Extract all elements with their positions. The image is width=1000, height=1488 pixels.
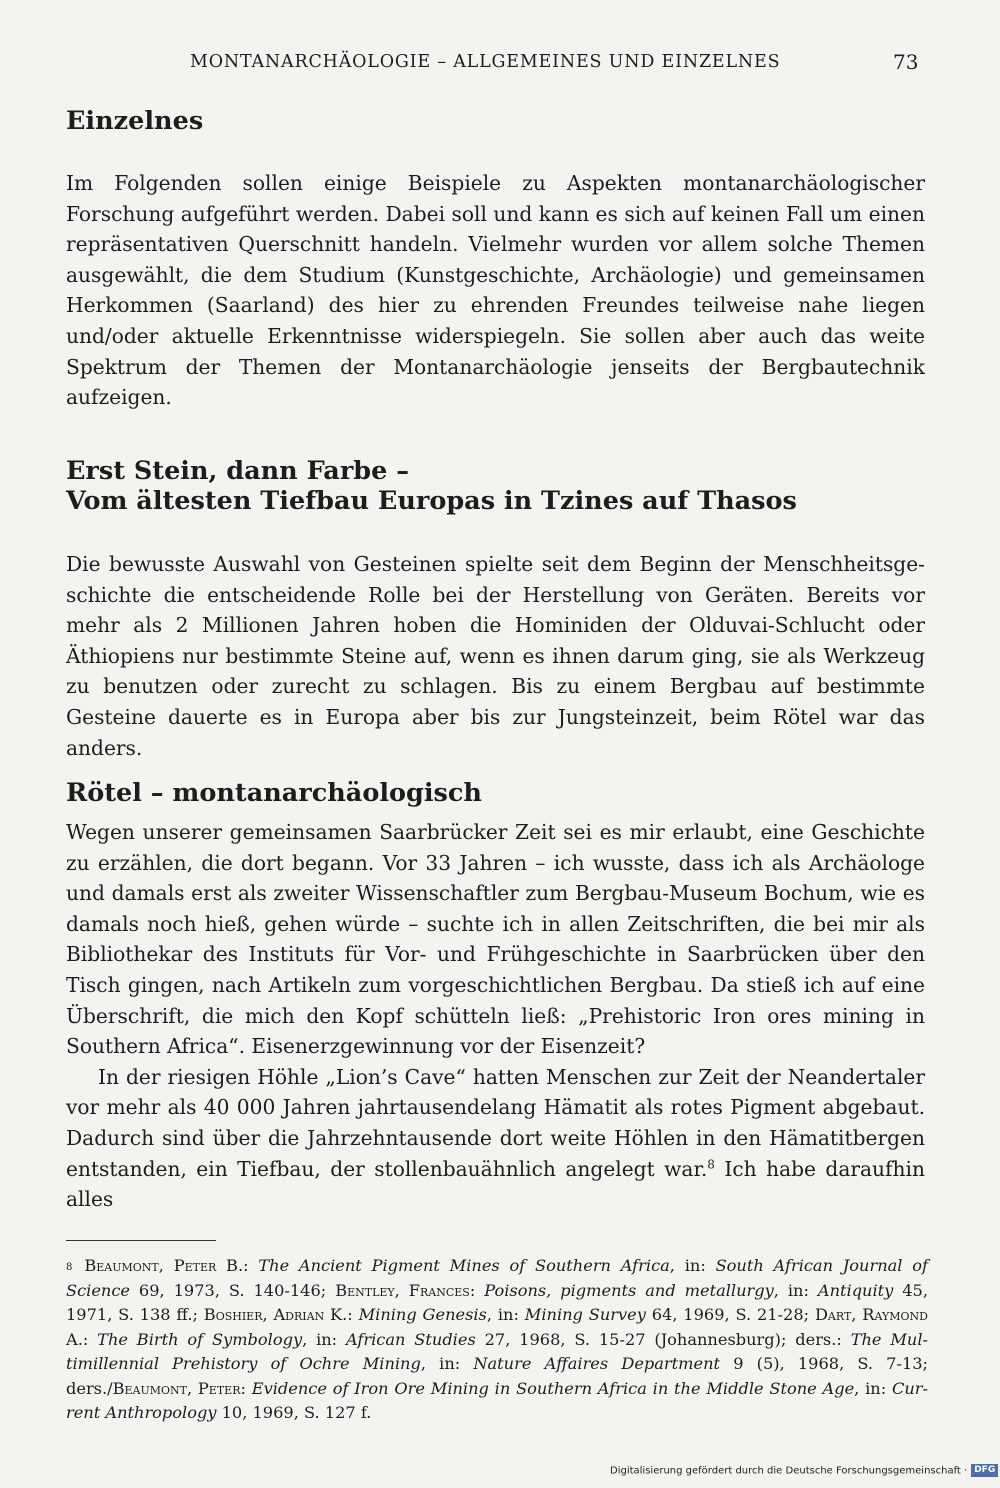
digitization-notice-text: Digitalisierung gefördert durch die Deutsche Forschungsgemeinschaft · [610, 1465, 968, 1477]
footnote-text: : [82, 1329, 98, 1349]
footnote-text: 27, 1968, S. 15-27 (Johannesburg); ders.: [475, 1329, 851, 1349]
footnote-text: , in: [420, 1354, 474, 1373]
section-heading-einzelnes: Einzelnes [66, 106, 204, 136]
footnote [66, 1254, 928, 1426]
footnote-text: , in: [854, 1378, 892, 1398]
footnote-author: Boshier, Adrian K. [203, 1305, 348, 1324]
footnote-author: Beaumont, Peter B. [84, 1256, 244, 1275]
running-head: MONTANARCHÄOLOGIE – ALLGEMEINES UND EINZELNES [190, 52, 781, 72]
footnote-text: , in: [773, 1280, 818, 1300]
footnote-text: : [243, 1256, 259, 1275]
footnote-title: South African Journal of Science [66, 1256, 928, 1300]
paragraph: Die bewusste Auswahl von Gesteinen spielte seit dem Beginn der Menschheitsgeschichte die entscheidende Rolle bei der Herstellung von Geräten. Bereits vor mehr als 2 Millionen Jahren hoben die Hominiden der Olduvai-Schlucht oder Äthiopiens nur bestimmte Steine auf, wenn es ihnen darum ging, sie als Werkzeug zu benutzen oder zurecht zu schlagen. Bis zu einem Bergbau auf bestimmte Gesteine dauerte es in Europa aber bis zur Jungsteinzeit, beim Rötel war das anders. [66, 552, 925, 760]
digitization-notice [610, 1464, 996, 1482]
footnote-author: Dart, Raymond A. [66, 1305, 928, 1349]
paragraph: Wegen unserer gemeinsamen Saarbrücker Zeit sei es mir erlaubt, eine Geschichte zu erzählen, die dort begann. Vor 33 Jahren – ich wusste, dass ich als Archäologe und damals erst als zweiter Wissenschaftler zum Bergbau-Museum Bochum, wie es damals noch hieß, gehen würde – suchte ich in allen Zeitschriften, die bei mir als Bibliothekar des Instituts für Vor- und Frühgeschichte in Saarbrücken über den Tisch gingen, nach Artikeln zum vorgeschichtlichen Bergbau. Da stieß ich auf eine Überschrift, die mich den Kopf schütteln ließ: „Prehistoric Iron ores mining in Southern Africa“. Eisenerzgewinnung vor der Eisenzeit? [66, 820, 925, 1059]
footnote-text: : [240, 1378, 252, 1398]
footnote-text: , in: [669, 1256, 716, 1275]
footnote-title: Mining Survey [524, 1305, 646, 1324]
footnote-title: Current Anthropology [66, 1378, 929, 1422]
footnote-title: The Birth of Symbology [97, 1329, 303, 1349]
footnote-text: 69, 1973, S. 140-146; [129, 1280, 336, 1300]
footnote-text: 45, 1971, S. 138 ff.; [66, 1280, 929, 1324]
section-einzelnes-text [66, 168, 925, 413]
footnote-text: 9 (5), 1968, S. 7-13; ders./ [66, 1354, 929, 1398]
section-heading-erst-stein-line1: Erst Stein, dann Farbe – [66, 456, 409, 486]
section-heading-erst-stein-line2: Vom ältesten Tiefbau Europas in Tzines auf Thasos [66, 486, 797, 516]
footnote-text: 64, 1969, S. 21-28; [645, 1305, 815, 1324]
paragraph-text: In der riesigen Höhle „Lion’s Cave“ hatten Menschen zur Zeit der Neandertaler vor mehr als 40 000 Jahren jahrtausendelang Hämatit als rotes Pigment abgebaut. Dadurch sind über die Jahrzehntausende dort weite Höhlen in den Hämatitbergen entstanden, ein Tiefbau, der stollenbauähnlich angelegt war. [66, 1064, 925, 1181]
page-number: 73 [893, 50, 919, 74]
footnote-title: The Multimillennial Prehistory of Ochre Mining [66, 1329, 928, 1373]
footnote-separator [66, 1240, 216, 1241]
footnote-text: : [347, 1305, 359, 1324]
footnote-text: : [469, 1280, 485, 1300]
section-roetel-text [66, 817, 925, 1215]
footnote-title: Mining Genesis [358, 1305, 487, 1324]
footnote-text: 10, 1969, S. 127 f. [216, 1403, 372, 1422]
paragraph [66, 1062, 925, 1215]
footnote-text: , in: [486, 1305, 525, 1324]
footnote-text: , in: [302, 1329, 346, 1349]
footnote-body [66, 1256, 928, 1422]
footnote-author: Beaumont, Peter [112, 1378, 241, 1398]
section-heading-roetel: Rötel – montanarchäologisch [66, 778, 482, 808]
footnote-author: Bentley, Frances [335, 1280, 470, 1300]
paragraph-text-continued: Ich habe daraufhin alles [66, 1156, 925, 1212]
footnote-mark: 8 [66, 1262, 73, 1273]
footnote-title: Antiquity [817, 1280, 894, 1300]
dfg-logo: DFG [971, 1464, 998, 1477]
footnote-title: Evidence of Iron Ore Mining in Southern Africa in the Middle Stone Age [251, 1378, 855, 1398]
footnote-title: The Ancient Pigment Mines of Southern Africa [258, 1256, 670, 1275]
footnote-title: African Studies [346, 1329, 476, 1349]
footnote-reference[interactable]: 8 [707, 1156, 715, 1171]
footnote-title: Nature Affaires Department [473, 1354, 721, 1373]
paragraph: Im Folgenden sollen einige Beispiele zu Aspekten montanarchäologischer Forschung aufgeführt werden. Dabei soll und kann es sich auf keinen Fall um einen repräsentativen Querschnitt handeln. Vielmehr wurden vor allem solche Themen ausgewählt, die dem Studium (Kunstgeschichte, Archäologie) und gemeinsamen Herkommen (Saarland) des hier zu ehrenden Freundes teilweise nahe liegen und/oder aktuelle Erkenntnisse widerspiegeln. Sie sollen aber auch das weite Spektrum der Themen der Montanarchäologie jenseits der Bergbautechnik aufzeigen. [66, 171, 925, 410]
footnote-title: Poisons, pigments and metallurgy [484, 1280, 774, 1300]
section-erst-stein-text [66, 549, 925, 763]
